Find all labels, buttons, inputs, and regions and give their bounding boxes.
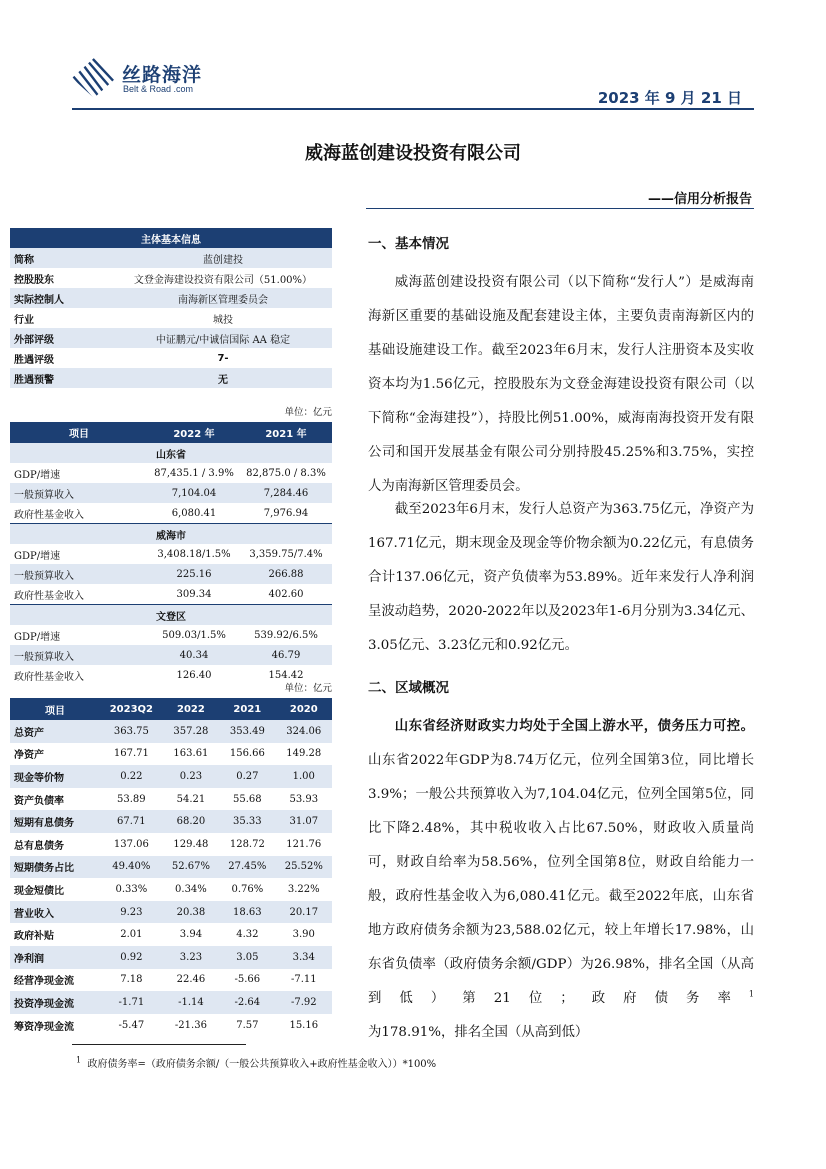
cell-value: 67.71 — [100, 810, 163, 833]
table-row — [10, 544, 332, 564]
cell-value: 18.63 — [219, 901, 275, 924]
row-label: 政府补贴 — [10, 923, 100, 946]
cell-value: 55.68 — [219, 788, 275, 811]
cell-value: 126.40 — [148, 665, 240, 685]
section-row — [10, 605, 332, 626]
table-row — [10, 308, 332, 328]
cell-value: -21.36 — [163, 1014, 219, 1037]
section-heading-basic: 一、基本情况 — [368, 236, 449, 252]
cell-value: 7,976.94 — [240, 503, 332, 524]
cell-value: -7.92 — [276, 991, 332, 1014]
logo-text-cn: 丝路海洋 — [122, 64, 203, 86]
cell-value: 154.42 — [240, 665, 332, 685]
row-label: 现金短债比 — [10, 878, 100, 901]
logo-text-en: Belt & Road .com — [123, 84, 194, 94]
cell-value: 46.79 — [240, 645, 332, 665]
info-value: 南海新区管理委员会 — [114, 288, 332, 308]
section-heading-region: 二、区域概况 — [368, 680, 449, 696]
row-label: 一般预算收入 — [10, 564, 148, 584]
cell-value: 15.16 — [276, 1014, 332, 1037]
cell-value: 0.27 — [219, 765, 275, 788]
row-label: 政府性基金收入 — [10, 503, 148, 524]
row-label: 净资产 — [10, 743, 100, 766]
cell-value: 27.45% — [219, 856, 275, 879]
column-header: 2023Q2 — [100, 698, 163, 720]
info-value: 文登金海建设投资有限公司（51.00%） — [114, 268, 332, 288]
row-label: 经营净现金流 — [10, 969, 100, 992]
paragraph-text: 山东省2022年GDP为8.74万亿元，位列全国第3位，同比增长3.9%；一般公共预算收入为7,104.04亿元，位列全国第5位，同比下降2.48%，其中税收收入占比67.50%，财政收入质量尚可，财政自给率为58.56%，位列全国第8位，财政自给能力一般，政府性基金收入为6,080.41亿元。截至2022年底，山东省地方政府债务余额为23,588.02亿元，较上年增长17.98%，山东省负债率（政府债务余额/GDP）为26.98%，排名全国（从高到低）第21位；政府债务率 — [368, 753, 754, 1006]
region-name: 文登区 — [10, 605, 332, 626]
column-header: 项目 — [10, 698, 100, 720]
logo-mark-icon — [72, 58, 116, 98]
row-label: 政府性基金收入 — [10, 584, 148, 605]
basic-info-header: 主体基本信息 — [10, 228, 332, 248]
region-name: 威海市 — [10, 524, 332, 545]
cell-value: 22.46 — [163, 969, 219, 992]
cell-value: 121.76 — [276, 833, 332, 856]
row-label: GDP/增速 — [10, 625, 148, 645]
cell-value: 0.22 — [100, 765, 163, 788]
row-label: 现金等价物 — [10, 765, 100, 788]
table-row — [10, 268, 332, 288]
table-row — [10, 1014, 332, 1037]
cell-value: 0.33% — [100, 878, 163, 901]
cell-value: 137.06 — [100, 833, 163, 856]
table-row — [10, 248, 332, 268]
table-row — [10, 288, 332, 308]
cell-value: 156.66 — [219, 743, 275, 766]
table-row — [10, 328, 332, 348]
report-date: 2023 年 9 月 21 日 — [597, 89, 742, 107]
cell-value: 225.16 — [148, 564, 240, 584]
cell-value: 7,284.46 — [240, 483, 332, 503]
table-row — [10, 645, 332, 665]
column-header: 2021 — [219, 698, 275, 720]
unit-label: 单位：亿元 — [284, 407, 332, 418]
footnote-ref: 1 — [748, 989, 754, 999]
cell-value: -5.47 — [100, 1014, 163, 1037]
table-row — [10, 584, 332, 605]
column-header: 2022 — [163, 698, 219, 720]
info-label: 实际控制人 — [10, 288, 114, 308]
cell-value: 167.71 — [100, 743, 163, 766]
info-value: 城投 — [114, 308, 332, 328]
row-label: 短期债务占比 — [10, 856, 100, 879]
info-label: 行业 — [10, 308, 114, 328]
table-row — [10, 720, 332, 743]
table-row — [10, 348, 332, 368]
column-header: 2022 年 — [148, 422, 240, 443]
company-logo — [72, 58, 247, 98]
info-label: 胜遇评级 — [10, 348, 114, 368]
table-row — [10, 743, 332, 766]
cell-value: -5.66 — [219, 969, 275, 992]
footnote — [76, 1055, 436, 1070]
table-row — [10, 788, 332, 811]
info-value: 中证鹏元/中诚信国际 AA 稳定 — [114, 328, 332, 348]
document-subtitle: ——信用分析报告 — [647, 192, 752, 207]
table-row — [10, 833, 332, 856]
table-row — [10, 810, 332, 833]
cell-value: 3.90 — [276, 923, 332, 946]
table-row — [10, 878, 332, 901]
table-row — [10, 503, 332, 524]
paragraph-region — [368, 710, 754, 1050]
row-label: 一般预算收入 — [10, 645, 148, 665]
cell-value: 68.20 — [163, 810, 219, 833]
cell-value: 539.92/6.5% — [240, 625, 332, 645]
footnote-divider — [72, 1044, 246, 1045]
financial-table-body — [10, 720, 332, 1036]
cell-value: 31.07 — [276, 810, 332, 833]
row-label: 营业收入 — [10, 901, 100, 924]
cell-value: 7.18 — [100, 969, 163, 992]
cell-value: 3.22% — [276, 878, 332, 901]
footnote-mark: 1 — [76, 1055, 82, 1065]
cell-value: 35.33 — [219, 810, 275, 833]
footnote-text: 政府债务率=（政府债务余额/（一般公共预算收入+政府性基金收入））*100% — [87, 1059, 437, 1070]
column-header: 2021 年 — [240, 422, 332, 443]
cell-value: 6,080.41 — [148, 503, 240, 524]
info-label: 胜遇预警 — [10, 368, 114, 388]
cell-value: 3,359.75/7.4% — [240, 544, 332, 564]
row-label: 投资净现金流 — [10, 991, 100, 1014]
cell-value: 4.32 — [219, 923, 275, 946]
row-label: GDP/增速 — [10, 463, 148, 483]
cell-value: -1.14 — [163, 991, 219, 1014]
basic-info-table — [10, 228, 332, 388]
cell-value: 357.28 — [163, 720, 219, 743]
info-label: 控股股东 — [10, 268, 114, 288]
region-name: 山东省 — [10, 443, 332, 464]
document-title: 威海蓝创建设投资有限公司 — [305, 143, 521, 164]
cell-value: 309.34 — [148, 584, 240, 605]
cell-value: 324.06 — [276, 720, 332, 743]
cell-value: -2.64 — [219, 991, 275, 1014]
info-value: 蓝创建投 — [114, 248, 332, 268]
info-label: 外部评级 — [10, 328, 114, 348]
cell-value: 363.75 — [100, 720, 163, 743]
cell-value: 509.03/1.5% — [148, 625, 240, 645]
cell-value: -1.71 — [100, 991, 163, 1014]
table-row — [10, 923, 332, 946]
row-label: GDP/增速 — [10, 544, 148, 564]
cell-value: 52.67% — [163, 856, 219, 879]
cell-value: 1.00 — [276, 765, 332, 788]
cell-value: 266.88 — [240, 564, 332, 584]
cell-value: 20.17 — [276, 901, 332, 924]
cell-value: 2.01 — [100, 923, 163, 946]
cell-value: 9.23 — [100, 901, 163, 924]
cell-value: 0.76% — [219, 878, 275, 901]
cell-value: 20.38 — [163, 901, 219, 924]
info-label: 简称 — [10, 248, 114, 268]
cell-value: 0.23 — [163, 765, 219, 788]
info-value: 无 — [114, 368, 332, 388]
column-header: 2020 — [276, 698, 332, 720]
unit-label: 单位：亿元 — [284, 683, 332, 694]
cell-value: 87,435.1 / 3.9% — [148, 463, 240, 483]
cell-value: 0.92 — [100, 946, 163, 969]
table-row — [10, 564, 332, 584]
cell-value: 3.05 — [219, 946, 275, 969]
cell-value: 129.48 — [163, 833, 219, 856]
subtitle-divider — [366, 208, 754, 209]
cell-value: 53.93 — [276, 788, 332, 811]
table-row — [10, 625, 332, 645]
info-value: 7- — [114, 348, 332, 368]
table-row — [10, 856, 332, 879]
table-row — [10, 483, 332, 503]
regional-economy-table — [10, 422, 332, 685]
cell-value: -7.11 — [276, 969, 332, 992]
cell-value: 25.52% — [276, 856, 332, 879]
cell-value: 53.89 — [100, 788, 163, 811]
section-row — [10, 443, 332, 464]
table-row — [10, 969, 332, 992]
table-row — [10, 901, 332, 924]
cell-value: 402.60 — [240, 584, 332, 605]
row-label: 净利润 — [10, 946, 100, 969]
table-row — [10, 368, 332, 388]
section-row — [10, 524, 332, 545]
cell-value: 3.23 — [163, 946, 219, 969]
cell-value: 128.72 — [219, 833, 275, 856]
table-row — [10, 765, 332, 788]
cell-value: 3.94 — [163, 923, 219, 946]
paragraph-text: 为178.91%，排名全国（从高到低） — [368, 1025, 589, 1040]
row-label: 短期有息债务 — [10, 810, 100, 833]
cell-value: 353.49 — [219, 720, 275, 743]
row-label: 一般预算收入 — [10, 483, 148, 503]
row-label: 总有息债务 — [10, 833, 100, 856]
header-divider — [72, 108, 754, 110]
cell-value: 149.28 — [276, 743, 332, 766]
cell-value: 7.57 — [219, 1014, 275, 1037]
table-row — [10, 463, 332, 483]
cell-value: 7,104.04 — [148, 483, 240, 503]
row-label: 总资产 — [10, 720, 100, 743]
cell-value: 3,408.18/1.5% — [148, 544, 240, 564]
row-label: 筹资净现金流 — [10, 1014, 100, 1037]
cell-value: 3.34 — [276, 946, 332, 969]
cell-value: 54.21 — [163, 788, 219, 811]
row-label: 资产负债率 — [10, 788, 100, 811]
table-row — [10, 991, 332, 1014]
column-header: 项目 — [10, 422, 148, 443]
cell-value: 163.61 — [163, 743, 219, 766]
cell-value: 49.40% — [100, 856, 163, 879]
financial-table — [10, 698, 332, 1036]
paragraph-lead: 山东省经济财政实力均处于全国上游水平，债务压力可控。 — [394, 719, 754, 734]
row-label: 政府性基金收入 — [10, 665, 148, 685]
paragraph-basic-2: 截至2023年6月末，发行人总资产为363.75亿元，净资产为167.71亿元，期末现金及现金等价物余额为0.22亿元，有息债务合计137.06亿元，资产负债率为53.89%。近年来发行人净利润呈波动趋势，2020-2022年以及2023年1-6月分别为3.34亿元、3.05亿元、3.23亿元和0.92亿元。 — [368, 502, 754, 653]
cell-value: 40.34 — [148, 645, 240, 665]
table-row — [10, 946, 332, 969]
cell-value: 82,875.0 / 8.3% — [240, 463, 332, 483]
paragraph-basic-1: 威海蓝创建设投资有限公司（以下简称“发行人”）是威海南海新区重要的基础设施及配套建设主体，主要负责南海新区内的基础设施建设工作。截至2023年6月末，发行人注册资本及实收资本均为1.56亿元，控股股东为文登金海建设投资有限公司（以下简称“金海建投”），持股比例51.00%，威海南海投资开发有限公司和国开发展基金有限公司分别持股45.25%和3.75%，实控人为南海新区管理委员会。 — [368, 275, 754, 494]
cell-value: 0.34% — [163, 878, 219, 901]
